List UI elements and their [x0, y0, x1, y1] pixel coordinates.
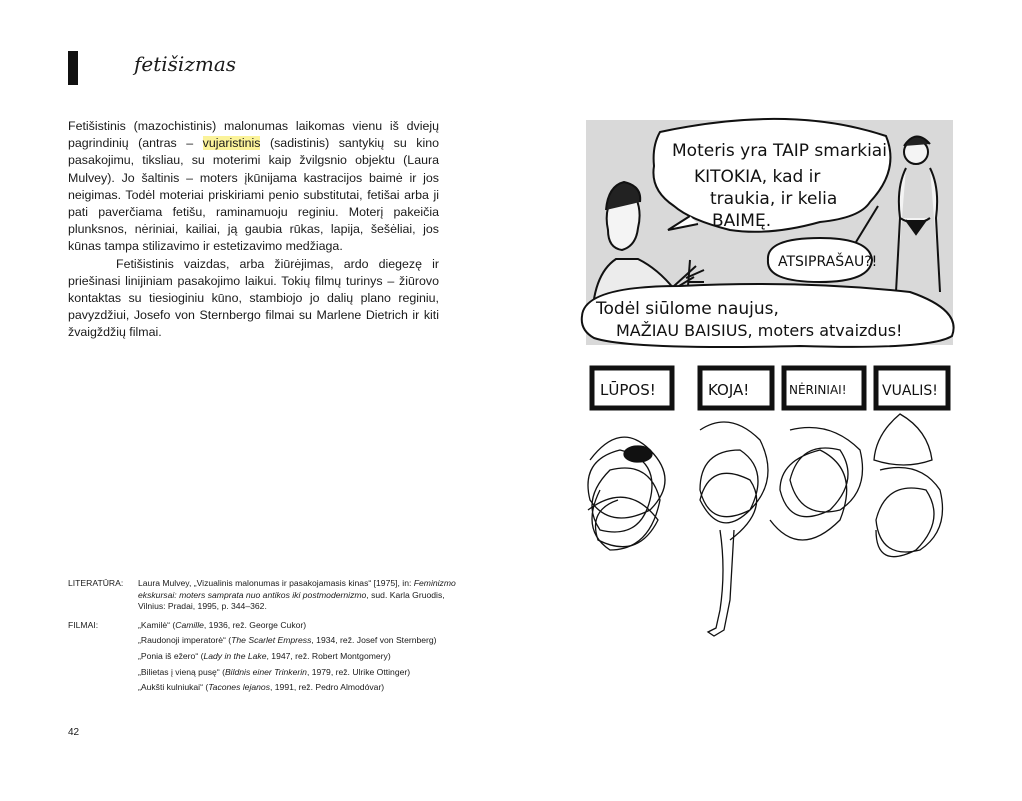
- film-item: „Raudonoji imperatorė“ (The Scarlet Empress, 1934, rež. Josef von Sternberg): [138, 635, 437, 646]
- svg-text:KITOKIA, kad ir: KITOKIA, kad ir: [694, 167, 821, 187]
- literature-section: [68, 578, 468, 613]
- body-text: [68, 118, 439, 342]
- sign-lupos: [592, 368, 672, 408]
- svg-text:MAŽIAU BAISIUS, moters atvaizd: MAŽIAU BAISIUS, moters atvaizdus!: [616, 321, 903, 340]
- scribble-leg: [700, 422, 768, 636]
- sign-vualis: [876, 368, 948, 408]
- svg-text:NĖRINIAI!: NĖRINIAI!: [789, 383, 847, 397]
- literature-label: LITERATŪRA:: [68, 578, 124, 588]
- films-section: [68, 620, 468, 698]
- paragraph-2: Fetišistinis vaizdas, arba žiūrėjimas, ardo diegezę ir priešinasi linijiniam pasakojimo laikui. Tokių filmų turinys – žiūrovo kontaktas su tiesioginiu kūno, stambiojo jo dalių plano reginiu, pavyzdžiui, Josefo von Sternbergo filmai su Marlene Dietrich ir kiti žvaigždžių filmai.: [68, 256, 439, 340]
- film-item: „Ponia iš ežero“ (Lady in the Lake, 1947, rež. Robert Montgomery): [138, 650, 391, 661]
- sign-koja: [700, 368, 772, 408]
- highlighted-term: vujaristinis: [202, 136, 261, 151]
- svg-text:KOJA!: KOJA!: [708, 381, 750, 399]
- literature-entry: Laura Mulvey, „Vizualinis malonumas ir pasakojamasis kinas“ [1975], in: Feminizmo ekskursai: moters samprata nuo antikos iki postmodernizmo, sud. Karla Gruodis, Vilnius: Pradai, 1995, p. 344–362.: [138, 578, 456, 612]
- svg-text:Moteris yra TAIP smarkiai: Moteris yra TAIP smarkiai: [672, 141, 887, 161]
- svg-text:VUALIS!: VUALIS!: [882, 383, 938, 399]
- svg-text:LŪPOS!: LŪPOS!: [600, 381, 656, 399]
- sign-neriniai: [784, 368, 864, 408]
- film-item: „Aukšti kulniukai“ (Tacones lejanos, 1991, rež. Pedro Almodóvar): [138, 682, 385, 693]
- section-marker: [68, 51, 78, 85]
- references: [68, 578, 468, 705]
- speech-bubble-1: [653, 119, 890, 232]
- scribble-lips: [588, 437, 665, 550]
- svg-text:traukia, ir kelia: traukia, ir kelia: [710, 189, 838, 209]
- scribble-lace: [770, 428, 863, 541]
- svg-text:ATSIPRAŠAU?!: ATSIPRAŠAU?!: [778, 254, 878, 270]
- svg-text:BAIMĘ.: BAIMĘ.: [712, 211, 772, 231]
- films-label: FILMAI:: [68, 619, 99, 630]
- page-number: 42: [68, 727, 80, 738]
- comic-illustration: [570, 110, 970, 640]
- film-item: „Bilietas į vieną pusę“ (Bildnis einer Trinkerin, 1979, rež. Ulrike Ottinger): [138, 666, 411, 677]
- film-item: „Kamilė“ (Camille, 1936, rež. George Cukor): [138, 619, 307, 630]
- scribble-veil: [874, 414, 943, 557]
- paragraph-1: Fetišistinis (mazochistinis) malonumas laikomas vienu iš dviejų pagrindinių (antras – vujaristinis (sadistinis) santykių su kino pasakojimu, tiksliau, su moterimi kaip žvilgsnio objektu (Laura Mulvey). Jo šaltinis – moters įkūnijama kastracijos baimė ir jos neigimas. Todėl moteriai priskiriami penio substitutai, fetišai arba ji pati paverčiama fetišu, raminamuoju reginiu. Moterį pakeičia plunksnos, nėriniai, kailiai, ją gaubia rūkas, lapija, šešėliai, jos kūnas tampa stilizavimo ir estetizavimo medžiaga.: [68, 119, 439, 254]
- page-title: fetišizmas: [134, 52, 237, 76]
- svg-text:Todėl siūlome naujus,: Todėl siūlome naujus,: [596, 299, 779, 319]
